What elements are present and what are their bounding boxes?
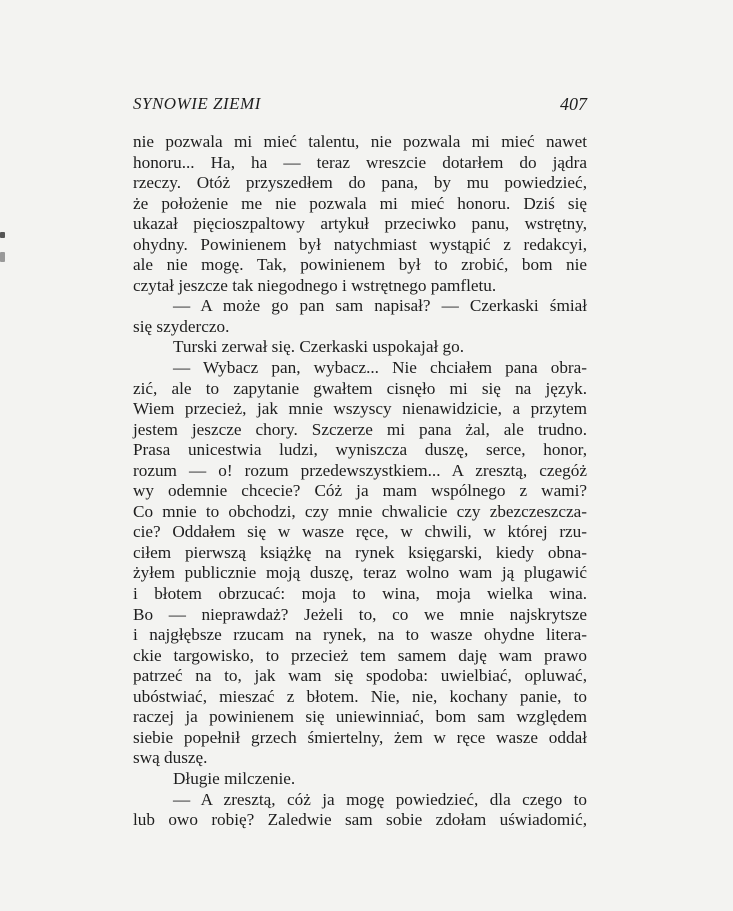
text-line: raczej ja powinienem się uniewinniać, bom sam względem (133, 707, 587, 727)
text-line: siebie popełnił grzech śmiertelny, żem w ręce wasze oddał (133, 727, 587, 747)
text-line: ckie targowisko, to przecież tem samem daję wam prawo (133, 645, 587, 665)
text-line: że położenie me nie pozwala mi mieć honoru. Dziś się (133, 193, 587, 213)
text-line: lub owo robię? Zaledwie sam sobie zdołam uświadomić, (133, 810, 587, 830)
text-line: Długie milczenie. (173, 768, 296, 788)
body-text (133, 132, 587, 831)
text-line: — Wybacz pan, wybacz... Nie chciałem pana obra- (173, 358, 587, 378)
page-number: 407 (560, 94, 587, 114)
text-line: rzeczy. Otóż przyszedłem do pana, by mu powiedzieć, (133, 173, 587, 193)
text-line: patrzeć na to, jak wam się spodoba: uwielbiać, opluwać, (133, 666, 587, 686)
text-line: czytał jeszcze tak niegodnego i wstrętnego pamfletu. (133, 275, 497, 295)
scan-edge-mark (0, 232, 5, 238)
text-line: rozum — o! rozum przedewszystkiem... A zresztą, czegóż (133, 460, 587, 480)
running-title: SYNOWIE ZIEMI (133, 94, 261, 113)
text-line: honoru... Ha, ha — teraz wreszcie dotarłem do jądra (133, 152, 587, 172)
scan-edge-mark (0, 252, 5, 262)
text-line: zić, ale to zapytanie gwałtem cisnęło mi się na język. (133, 378, 587, 398)
text-line: swą duszę. (133, 748, 208, 768)
text-line: cie? Oddałem się w wasze ręce, w chwili, w której rzu- (133, 522, 587, 542)
text-line: ciłem pierwszą książkę na rynek księgarski, kiedy obna- (133, 542, 587, 562)
text-line: Bo — nieprawdaż? Jeżeli to, co we mnie najskrytsze (133, 604, 587, 624)
text-line: żyłem publicznie moją duszę, teraz wolno wam ją plugawić (133, 563, 587, 583)
text-line: ukazał pięcioszpaltowy artykuł przeciwko panu, wstrętny, (133, 214, 587, 234)
text-line: Wiem przecież, jak mnie wszyscy nienawidzicie, a przytem (133, 399, 587, 419)
text-line: i najgłębsze rzucam na rynek, na to wasze ohydne litera- (133, 625, 587, 645)
text-line: Turski zerwał się. Czerkaski uspokajał go. (173, 337, 465, 357)
text-line: nie pozwala mi mieć talentu, nie pozwala mi mieć nawet (133, 132, 587, 151)
text-line: Prasa unicestwia ludzi, wyniszcza duszę, serce, honor, (133, 440, 587, 460)
text-line: Co mnie to obchodzi, czy mnie chwalicie czy zbezczeszcza- (133, 501, 587, 521)
text-line: — A może go pan sam napisał? — Czerkaski śmiał (173, 296, 587, 316)
text-line: się szyderczo. (133, 316, 230, 336)
text-line: ale nie mogę. Tak, powinienem był to zrobić, bom nie (133, 255, 587, 275)
text-line: i błotem obrzucać: moja to wina, moja wielka wina. (133, 584, 587, 604)
text-line: — A zresztą, cóż ja mogę powiedzieć, dla czego to (173, 789, 587, 809)
text-line: jestem jeszcze chory. Szczerze mi pana żal, ale trudno. (133, 419, 587, 439)
text-line: ubóstwiać, mieszać z błotem. Nie, nie, kochany panie, to (133, 686, 587, 706)
text-line: wy odemnie chcecie? Cóż ja mam wspólnego z wami? (133, 481, 587, 501)
text-line: ohydny. Powinienem był natychmiast wystąpić z redakcyi, (133, 234, 587, 254)
